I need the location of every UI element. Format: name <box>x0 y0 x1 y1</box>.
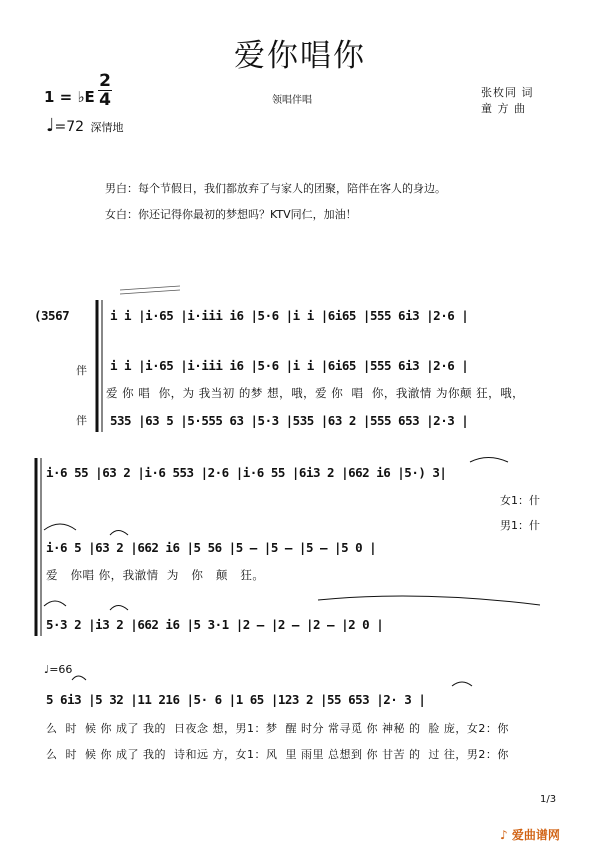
system1-voice1: i i |i·65 |i·iii i6 |5·6 |i i |6i65 |555 6i3 |2·6 | <box>110 308 469 323</box>
subtitle: 领唱伴唱 <box>272 95 312 106</box>
key-signature: 1 = ♭E <box>44 88 95 106</box>
system3-lyrics-verse2: 么 时 候 你 成了 我的 诗和远 方，女1：风 里 雨里 总想到 你 甘苦 的 过 往，男2：你 <box>46 748 509 761</box>
logo-icon: ♪ <box>500 828 508 842</box>
tempo-expression: 深情地 <box>90 121 124 134</box>
system2-bottom-voice: 5·3 2 |i3 2 |662 i6 |5 3·1 |2 — |2 — |2 — |2 0 | <box>46 617 384 632</box>
system2-mid-voice: i·6 5 |63 2 |662 i6 |5 56 |5 — |5 — |5 — |5 0 | <box>46 540 377 555</box>
time-signature-top: 2 <box>99 71 111 91</box>
system2-top-voice: i·6 55 |63 2 |i·6 553 |2·6 |i·6 55 |6i3 2 |662 i6 |5·) 3| <box>46 465 447 480</box>
side-label-accompaniment-2: 伴 <box>76 414 87 427</box>
quarter-note-icon: ♩ <box>46 115 55 136</box>
system1-voice2: i i |i·65 |i·iii i6 |5·6 |i i |6i65 |555 6i3 |2·6 | <box>110 358 469 373</box>
page-title: 爱你唱你 <box>234 38 366 74</box>
tempo-change: ♩=66 <box>44 663 73 676</box>
page-number: 1/3 <box>540 794 557 805</box>
system1-voice3: 535 |63 5 |5·555 63 |5·3 |535 |63 2 |555 653 |2·3 | <box>110 413 469 428</box>
system3-lyrics-verse1: 么 时 候 你 成了 我的 日夜念 想，男1：梦 醒 时分 常寻觅 你 神秘 的 脸 庞，女2：你 <box>46 722 509 735</box>
system3-melody: 5 6i3 |5 32 |11 216 |5· 6 |1 65 |123 2 |55 653 |2· 3 | <box>46 692 426 707</box>
lyricist-credit: 张枚同 词 <box>481 86 534 99</box>
side-label-female: 女1：什 <box>500 494 540 507</box>
time-signature-bottom: 4 <box>99 90 111 110</box>
composer-credit: 童 方 曲 <box>481 102 526 115</box>
tempo-value: =72 <box>54 119 85 135</box>
dialogue-line-female: 女白：你还记得你最初的梦想吗？KTV同仁，加油！ <box>105 208 357 221</box>
intro-notes: (3567 <box>34 308 70 323</box>
side-label-accompaniment-1: 伴 <box>76 364 87 377</box>
dialogue-line-male: 男白：每个节假日，我们都放弃了与家人的团聚，陪伴在客人的身边。 <box>105 182 446 195</box>
logo-text: 爱曲谱网 <box>511 828 560 842</box>
side-label-male: 男1：什 <box>500 519 540 532</box>
site-logo <box>500 826 560 843</box>
system2-lyrics: 爱 你唱 你，我澈情 为 你 颠 狂。 <box>46 568 265 582</box>
system1-lyrics: 爱 你 唱 你，为 我当初 的梦 想，哦，爱 你 唱 你，我澈情 为你颠 狂，哦， <box>106 386 525 400</box>
